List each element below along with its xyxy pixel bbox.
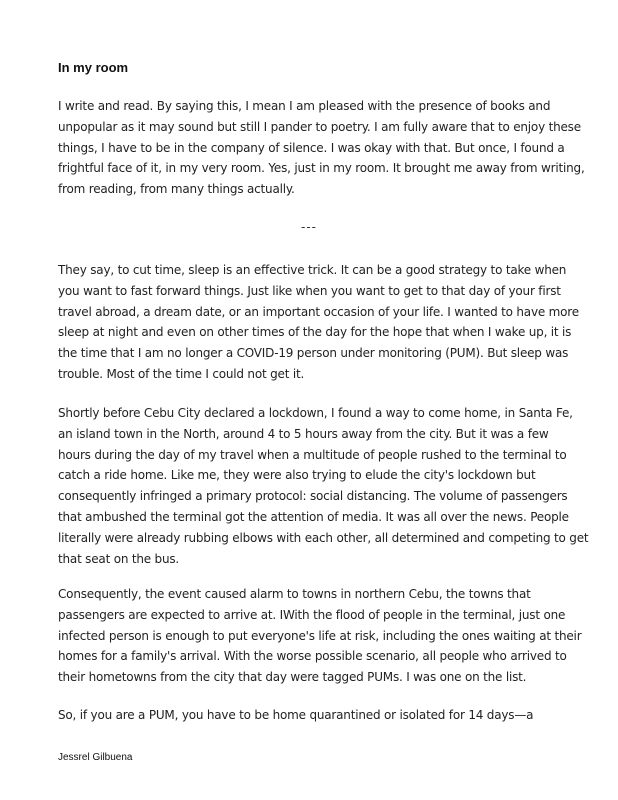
text-line: literally were already rubbing elbows with each other, all determined and competing to get: [58, 530, 589, 545]
text-line: frightful face of it, in my very room. Yes, just in my room. It brought me away from writing,: [58, 161, 585, 176]
text-line: Consequently, the event caused alarm to towns in northern Cebu, the towns that: [58, 587, 531, 601]
text-line: sleep at night and even on other times of the day for the hope that when I wake up, it is: [58, 325, 572, 340]
text-line: Shortly before Cebu City declared a lockdown, I found a way to come home, in Santa Fe,: [58, 406, 573, 420]
document-title: In my room: [58, 60, 129, 75]
text-line: you want to fast forward things. Just like when you want to get to that day of your first: [58, 283, 561, 298]
author-footer: Jessrel Gilbuena: [58, 752, 133, 763]
text-line: hours during the day of my travel when a multitude of people rushed to the terminal to: [58, 447, 567, 462]
text-line: infected person is enough to put everyone's life at risk, including the ones waiting at their: [58, 628, 582, 643]
text-line: an island town in the North, around 4 to 5 hours away from the city. But it was a few: [58, 426, 549, 441]
text-line: travel abroad, a dream date, or an important occasion of your life. I wanted to have more: [58, 304, 579, 319]
text-line: I write and read. By saying this, I mean I am pleased with the presence of books and: [58, 99, 551, 113]
text-line: their hometowns from the city that day were tagged PUMs. I was one on the list.: [58, 670, 527, 685]
text-line: that ambushed the terminal got the attention of media. It was all over the news. People: [58, 509, 569, 524]
text-line: the time that I am no longer a COVID-19 person under monitoring (PUM). But sleep was: [58, 346, 569, 361]
paragraph-4: [58, 584, 582, 688]
text-line: trouble. Most of the time I could not get it.: [58, 366, 305, 381]
text-line: from reading, from many things actually.: [58, 182, 295, 197]
text-line: So, if you are a PUM, you have to be home quarantined or isolated for 14 days—a: [58, 708, 534, 722]
section-separator: ---: [301, 220, 317, 234]
paragraph-1: [58, 96, 585, 200]
text-line: passengers are expected to arrive at. IWith the flood of people in the terminal, just one: [58, 607, 566, 622]
paragraph-5: [58, 705, 568, 726]
text-line: They say, to cut time, sleep is an effective trick. It can be a good strategy to take when: [58, 263, 567, 277]
text-line: things, I have to be in the company of silence. I was okay with that. But once, I found a: [58, 140, 565, 155]
text-line: catch a ride home. Like me, they were also trying to elude the city's lockdown but: [58, 468, 536, 483]
text-line: consequently infringed a primary protocol: social distancing. The volume of passengers: [58, 489, 568, 504]
paragraph-2: [58, 260, 579, 385]
text-line: that seat on the bus.: [58, 551, 180, 566]
paragraph-3: [58, 403, 589, 569]
text-line: homes for a family's arrival. With the worse possible scenario, all people who arrived to: [58, 649, 567, 664]
text-line: unpopular as it may sound but still I pander to poetry. I am fully aware that to enjoy these: [58, 119, 581, 134]
